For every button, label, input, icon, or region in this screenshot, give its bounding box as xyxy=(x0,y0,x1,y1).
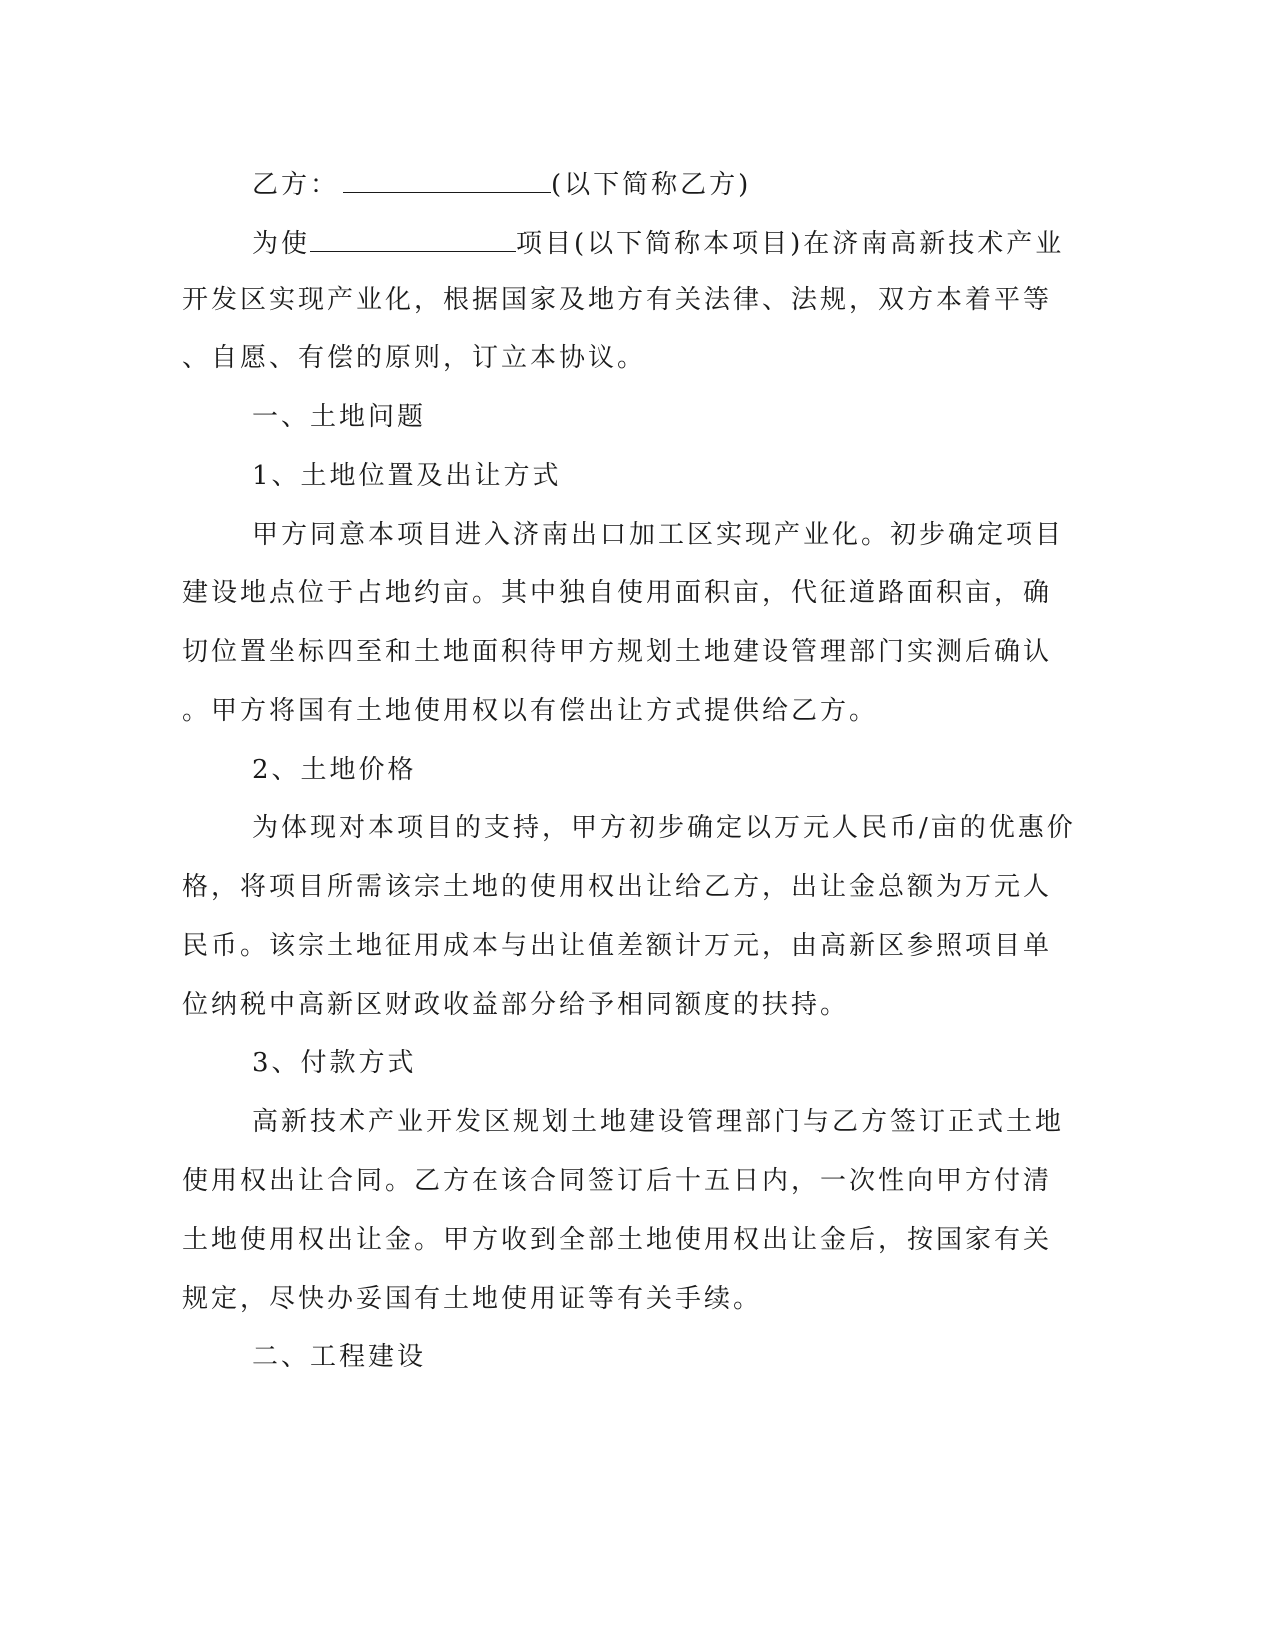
item2-heading: 2、土地价格 xyxy=(252,755,417,785)
party-b-line xyxy=(252,166,1132,201)
item1-line-3: 切位置坐标四至和土地面积待甲方规划土地建设管理部门实测后确认 xyxy=(182,637,1053,667)
intro-prefix: 为使 xyxy=(252,229,311,259)
intro-line1-suffix: 项目(以下简称本项目)在济南高新技术产业 xyxy=(516,229,1065,259)
intro-line-1 xyxy=(252,225,1132,260)
item1-heading: 1、土地位置及出让方式 xyxy=(252,461,562,491)
item1-line-1: 甲方同意本项目进入济南出口加工区实现产业化。初步确定项目 xyxy=(252,520,1065,550)
item1-line-2: 建设地点位于占地约亩。其中独自使用面积亩，代征道路面积亩，确 xyxy=(182,578,1053,608)
item2-line-1: 为体现对本项目的支持，甲方初步确定以万元人民币/亩的优惠价 xyxy=(252,813,1076,843)
item3-line-3: 土地使用权出让金。甲方收到全部土地使用权出让金后，按国家有关 xyxy=(182,1225,1053,1255)
party-b-suffix: (以下简称乙方) xyxy=(551,170,752,200)
item2-line-2: 格，将项目所需该宗土地的使用权出让给乙方，出让金总额为万元人 xyxy=(182,872,1053,902)
section1-heading: 一、土地问题 xyxy=(252,402,427,432)
item1-line-4: 。甲方将国有土地使用权以有偿出让方式提供给乙方。 xyxy=(182,696,879,726)
section2-heading: 二、工程建设 xyxy=(252,1342,427,1372)
item2-line-4: 位纳税中高新区财政收益部分给予相同额度的扶持。 xyxy=(182,990,850,1020)
intro-line-3: 、自愿、有偿的原则，订立本协议。 xyxy=(182,343,647,373)
item3-line-4: 规定，尽快办妥国有土地使用证等有关手续。 xyxy=(182,1284,763,1314)
item3-line-2: 使用权出让合同。乙方在该合同签订后十五日内，一次性向甲方付清 xyxy=(182,1166,1053,1196)
item2-line-3: 民币。该宗土地征用成本与出让值差额计万元，由高新区参照项目单 xyxy=(182,931,1053,961)
party-b-label: 乙方： xyxy=(252,170,340,200)
item3-line-1: 高新技术产业开发区规划土地建设管理部门与乙方签订正式土地 xyxy=(252,1107,1065,1137)
intro-line-2: 开发区实现产业化，根据国家及地方有关法律、法规，双方本着平等 xyxy=(182,285,1053,315)
item3-heading: 3、付款方式 xyxy=(252,1048,417,1078)
project-name-blank xyxy=(310,225,516,252)
party-b-name-blank xyxy=(343,166,551,193)
